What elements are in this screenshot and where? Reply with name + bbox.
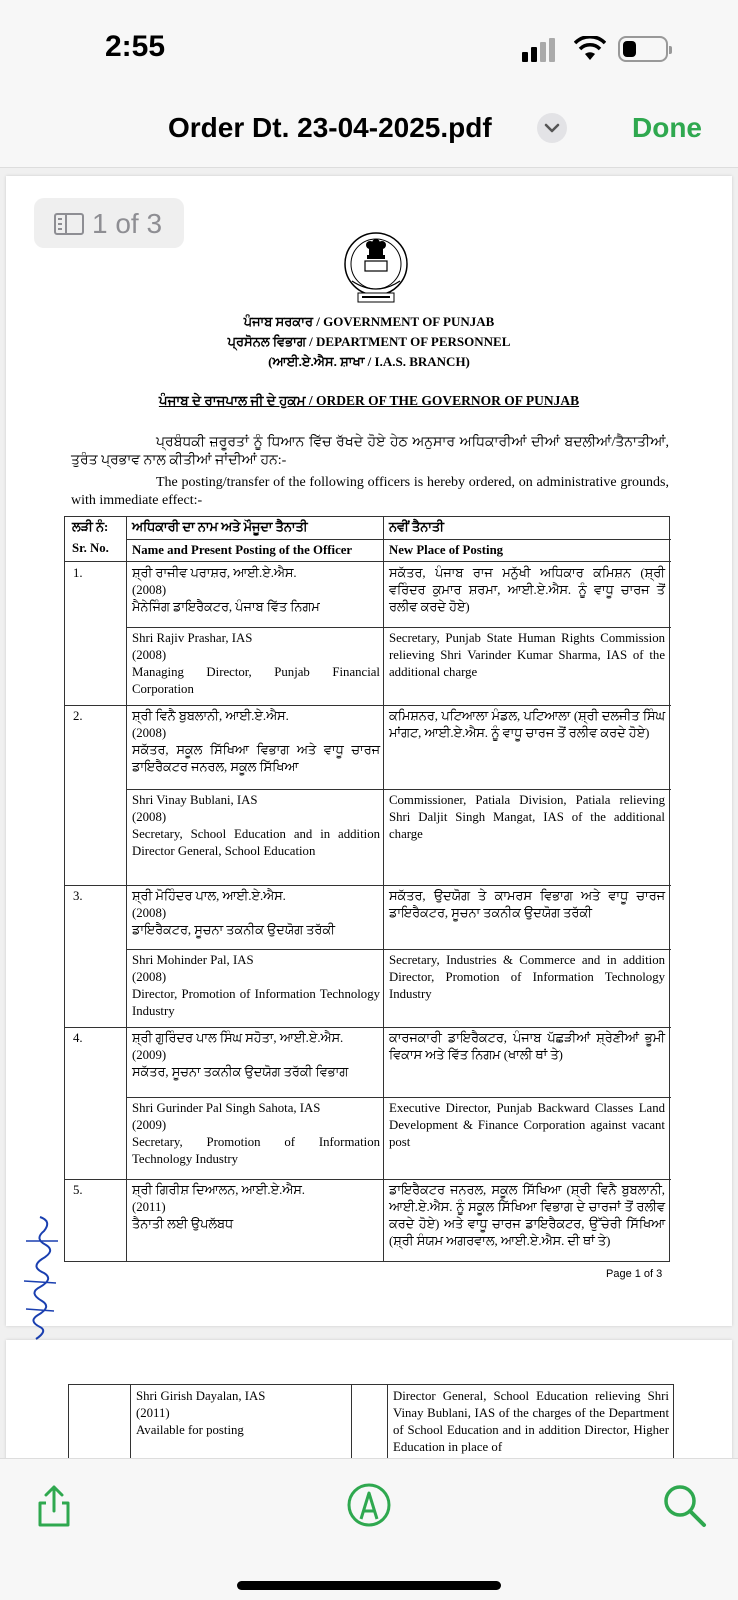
- thumbnails-icon: [54, 213, 84, 235]
- header-officer-en: Name and Present Posting of the Officer: [132, 543, 353, 557]
- row-1-officer-en: Shri Rajiv Prashar, IAS (2008) Managing Director, Punjab Financial Corporation: [132, 631, 380, 696]
- page2-posting-en: Director General, School Education relieving Shri Vinay Bublani, IAS of the charges of the Department of School Education and in addition Director, Higher Education in place of: [393, 1389, 669, 1454]
- pdf-page-2: [6, 1340, 732, 1458]
- row-3-sr: 3.: [73, 889, 83, 903]
- pdf-page-1: [6, 176, 732, 1326]
- page-footer: Page 1 of 3: [606, 1268, 663, 1280]
- row-3-posting-en: Secretary, Industries & Commerce and in addition Director, Promotion of Information Technology Industry: [389, 953, 665, 1001]
- share-icon[interactable]: [30, 1481, 78, 1529]
- header-posting-en: New Place of Posting: [389, 543, 504, 557]
- header-line-2: ਪ੍ਰਸੋਨਲ ਵਿਭਾਗ / DEPARTMENT OF PERSONNEL: [227, 334, 511, 349]
- bottom-toolbar: [0, 1458, 738, 1600]
- page2-officer-en: Shri Girish Dayalan, IAS (2011) Available for posting: [136, 1389, 266, 1437]
- row-4-posting-pa: ਕਾਰਜਕਾਰੀ ਡਾਇਰੈਕਟਰ, ਪੰਜਾਬ ਪੱਛੜੀਆਂ ਸ਼੍ਰੇਣੀਆਂ ਭੂਮੀ ਵਿਕਾਸ ਅਤੇ ਵਿੱਤ ਨਿਗਮ (ਖਾਲੀ ਥਾਂ ਤੇ): [389, 1031, 665, 1062]
- row-4-posting-en: Executive Director, Punjab Backward Classes Land Development & Finance Corporation against vacant post: [389, 1101, 665, 1149]
- row-3-officer-pa: ਸ਼੍ਰੀ ਮੋਹਿੰਦਰ ਪਾਲ, ਆਈ.ਏ.ਐਸ. (2008) ਡਾਇਰੈਕਟਰ, ਸੂਚਨਾ ਤਕਨੀਕ ਉਦਯੋਗ ਤਰੱਕੀ: [132, 889, 335, 937]
- row-1-posting-pa: ਸਕੱਤਰ, ਪੰਜਾਬ ਰਾਜ ਮਨੁੱਖੀ ਅਧਿਕਾਰ ਕਮਿਸ਼ਨ (ਸ਼੍ਰੀ ਵਰਿੰਦਰ ਕੁਮਾਰ ਸ਼ਰਮਾ, ਆਈ.ਏ.ਐਸ. ਨੂੰ ਵਾਧੂ ਚਾਰਜ ਤੋਂ ਰਲੀਵ ਕਰਦੇ ਹੋਏ): [389, 566, 665, 614]
- intro-paragraph-punjabi: ਪ੍ਰਬੰਧਕੀ ਜ਼ਰੂਰਤਾਂ ਨੂੰ ਧਿਆਨ ਵਿੱਚ ਰੱਖਦੇ ਹੋਏ ਹੇਠ ਅਨੁਸਾਰ ਅਧਿਕਾਰੀਆਂ ਦੀਆਂ ਬਦਲੀਆਂ/ਤੈਨਾਤੀਆਂ, ਤੁਰੰਤ ਪ੍ਰਭਾਵ ਨਾਲ ਕੀਤੀਆਂ ਜਾਂਦੀਆਂ ਹਨ:-: [71, 435, 669, 468]
- chevron-down-icon: [537, 113, 567, 143]
- header-line-1: ਪੰਜਾਬ ਸਰਕਾਰ / GOVERNMENT OF PUNJAB: [243, 314, 495, 329]
- done-button[interactable]: Done: [632, 112, 702, 143]
- page-indicator[interactable]: [34, 198, 184, 248]
- status-bar: [0, 0, 738, 100]
- header-posting-pa: ਨਵੀਂ ਤੈਨਾਤੀ: [389, 520, 444, 534]
- row-2-officer-pa: ਸ਼੍ਰੀ ਵਿਨੈ ਬੁਬਲਾਨੀ, ਆਈ.ਏ.ਐਸ. (2008) ਸਕੱਤਰ, ਸਕੂਲ ਸਿੱਖਿਆ ਵਿਭਾਗ ਅਤੇ ਵਾਧੂ ਚਾਰਜ ਡਾਇਰੈਕਟਰ ਜਨਰਲ, ਸਕੂਲ ਸਿੱਖਿਆ: [132, 709, 380, 774]
- pdf-viewer[interactable]: [0, 168, 738, 1458]
- nav-bar: [0, 100, 738, 168]
- page2-table: [68, 1384, 674, 1458]
- header-officer-pa: ਅਧਿਕਾਰੀ ਦਾ ਨਾਮ ਅਤੇ ਮੌਜੂਦਾ ਤੈਨਾਤੀ: [132, 520, 308, 534]
- intro-paragraph-english: The posting/transfer of the following officers is hereby ordered, on administrative grounds, with immediate effect:-: [71, 475, 669, 508]
- row-4-officer-en: Shri Gurinder Pal Singh Sahota, IAS (2009) Secretary, Promotion of Information Technology Industry: [132, 1101, 380, 1166]
- order-title: ਪੰਜਾਬ ਦੇ ਰਾਜਪਾਲ ਜੀ ਦੇ ਹੁਕਮ / ORDER OF THE GOVERNOR OF PUNJAB: [158, 393, 580, 408]
- row-5-sr: 5.: [73, 1183, 83, 1197]
- title-menu-button[interactable]: [537, 113, 567, 143]
- status-time: 2:55: [105, 30, 166, 63]
- row-1-posting-en: Secretary, Punjab State Human Rights Commission relieving Shri Varinder Kumar Sharma, IAS of the additional charge: [389, 631, 665, 679]
- wifi-icon: [574, 36, 606, 62]
- header-srno-en: Sr. No.: [72, 541, 109, 555]
- row-1-sr: 1.: [73, 566, 83, 580]
- search-icon[interactable]: [660, 1481, 708, 1529]
- battery-icon: [618, 36, 668, 62]
- markup-icon[interactable]: [345, 1481, 393, 1529]
- row-5-officer-pa: ਸ਼੍ਰੀ ਗਿਰੀਸ਼ ਦਿਆਲਨ, ਆਈ.ਏ.ਐਸ. (2011) ਤੈਨਾਤੀ ਲਈ ਉਪਲੱਬਧ: [132, 1183, 306, 1231]
- row-1-officer-pa: ਸ਼੍ਰੀ ਰਾਜੀਵ ਪਰਾਸ਼ਰ, ਆਈ.ਏ.ਐਸ. (2008) ਮੈਨੇਜਿੰਗ ਡਾਇਰੈਕਟਰ, ਪੰਜਾਬ ਵਿੱਤ ਨਿਗਮ: [132, 566, 320, 614]
- page-indicator-label: 1 of 3: [92, 208, 163, 239]
- row-2-posting-pa: ਕਮਿਸ਼ਨਰ, ਪਟਿਆਲਾ ਮੰਡਲ, ਪਟਿਆਲਾ (ਸ਼੍ਰੀ ਦਲਜੀਤ ਸਿੰਘ ਮਾਂਗਟ, ਆਈ.ਏ.ਐਸ. ਨੂੰ ਵਾਧੂ ਚਾਰਜ ਤੋਂ ਰਲੀਵ ਕਰਦੇ ਹੋਏ): [389, 709, 665, 740]
- emblem-logo: [342, 231, 410, 307]
- row-4-sr: 4.: [73, 1031, 83, 1045]
- handwritten-signature: [12, 1211, 72, 1351]
- cellular-signal-icon: [522, 38, 562, 62]
- row-4-officer-pa: ਸ਼੍ਰੀ ਗੁਰਿੰਦਰ ਪਾਲ ਸਿੰਘ ਸਹੋਤਾ, ਆਈ.ਏ.ਐਸ. (2009) ਸਕੱਤਰ, ਸੂਚਨਾ ਤਕਨੀਕ ਉਦਯੋਗ ਤਰੱਕੀ ਵਿਭਾਗ: [132, 1031, 349, 1079]
- row-2-posting-en: Commissioner, Patiala Division, Patiala relieving Shri Daljit Singh Mangat, IAS of the additional charge: [389, 793, 665, 841]
- header-srno-pa: ਲੜੀ ਨੰ:: [72, 520, 109, 534]
- home-indicator[interactable]: [237, 1581, 501, 1590]
- header-line-3: (ਆਈ.ਏ.ਐਸ. ਸ਼ਾਖਾ / I.A.S. BRANCH): [268, 354, 470, 369]
- row-3-officer-en: Shri Mohinder Pal, IAS (2008) Director, Promotion of Information Technology Industry: [132, 953, 380, 1018]
- row-3-posting-pa: ਸਕੱਤਰ, ਉਦਯੋਗ ਤੇ ਕਾਮਰਸ ਵਿਭਾਗ ਅਤੇ ਵਾਧੂ ਚਾਰਜ ਡਾਇਰੈਕਟਰ, ਸੂਚਨਾ ਤਕਨੀਕ ਉਦਯੋਗ ਤਰੱਕੀ: [389, 889, 665, 920]
- row-2-officer-en: Shri Vinay Bublani, IAS (2008) Secretary, School Education and in addition Director General, School Education: [132, 793, 380, 858]
- document-title[interactable]: Order Dt. 23-04-2025.pdf: [168, 112, 492, 143]
- row-5-posting-pa: ਡਾਇਰੈਕਟਰ ਜਨਰਲ, ਸਕੂਲ ਸਿੱਖਿਆ (ਸ਼੍ਰੀ ਵਿਨੈ ਬੁਬਲਾਨੀ, ਆਈ.ਏ.ਐਸ. ਨੂੰ ਸਕੂਲ ਸਿੱਖਿਆ ਵਿਭਾਗ ਦੇ ਚਾਰਜਾਂ ਤੋਂ ਰਲੀਵ ਕਰਦੇ ਹੋਏ) ਅਤੇ ਵਾਧੂ ਚਾਰਜ ਡਾਇਰੈਕਟਰ, ਉੱਚੇਰੀ ਸਿੱਖਿਆ (ਸ਼੍ਰੀ ਸੰਯਮ ਅਗਰਵਾਲ, ਆਈ.ਏ.ਐਸ. ਦੀ ਥਾਂ ਤੇ): [389, 1183, 665, 1248]
- posting-table: [64, 516, 670, 1262]
- row-2-sr: 2.: [73, 709, 83, 723]
